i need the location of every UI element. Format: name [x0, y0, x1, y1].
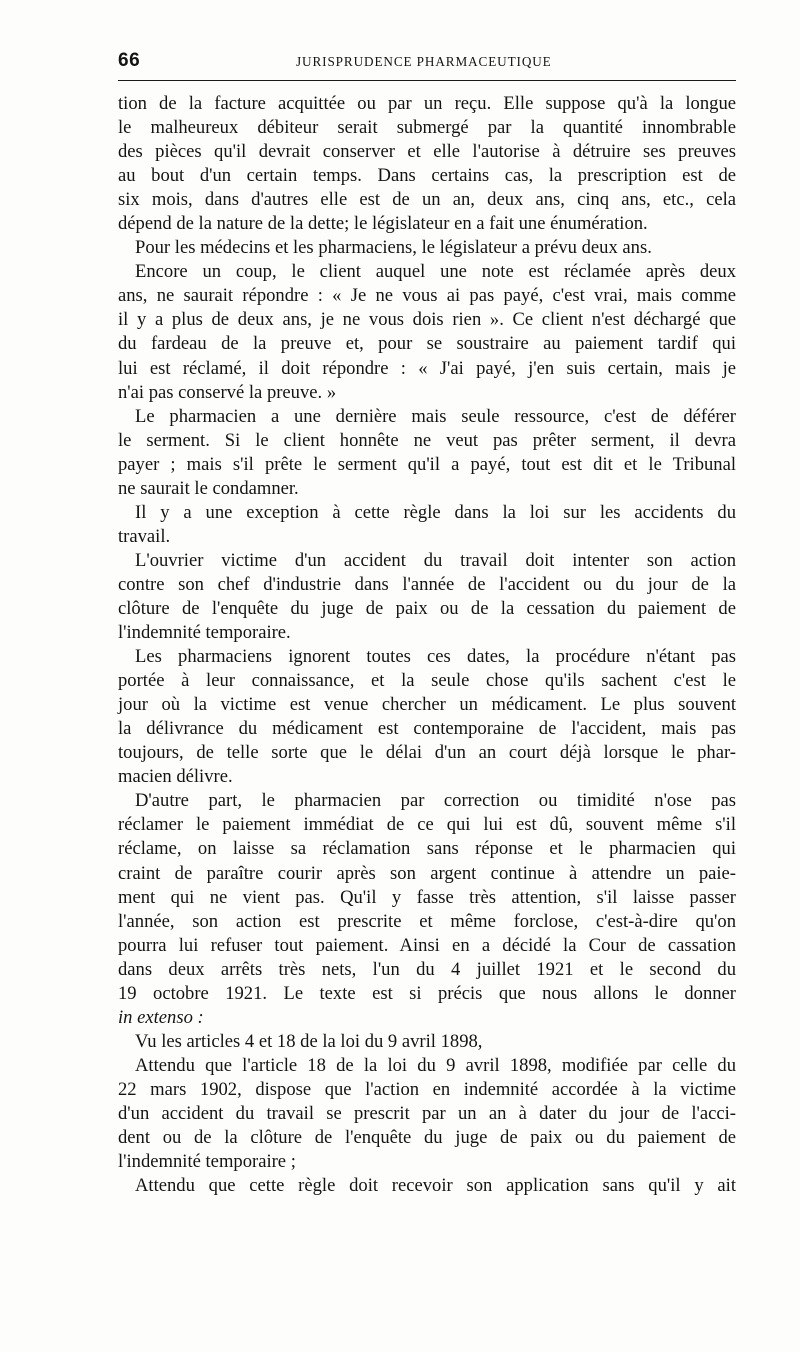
text-line: d'un accident du travail se prescrit par un an à dater du jour de l'acci-	[118, 1102, 736, 1124]
text-line: 22 mars 1902, dispose que l'action en indemnité accordée à la victime	[118, 1078, 736, 1100]
body-text	[118, 92, 736, 1198]
text-line: jour où la victime est venue chercher un médicament. Le plus souvent	[118, 694, 736, 716]
text-line: toujours, de telle sorte que le délai d'un an court déjà lorsque le phar-	[118, 742, 736, 764]
text-line: du fardeau de la preuve et, pour se soustraire au paiement tardif qui	[118, 333, 736, 355]
text-line: ne saurait le condamner.	[118, 477, 299, 499]
running-title: JURISPRUDENCE PHARMACEUTIQUE	[296, 54, 552, 69]
text-line: le malheureux débiteur serait submergé par la quantité innombrable	[118, 117, 736, 139]
text-line: au bout d'un certain temps. Dans certains cas, la prescription est de	[118, 165, 736, 187]
text-line: D'autre part, le pharmacien par correction ou timidité n'ose pas	[135, 790, 736, 812]
text-line: pourra lui refuser tout paiement. Ainsi en a décidé la Cour de cassation	[118, 934, 736, 956]
text-line: le serment. Si le client honnête ne veut pas prêter serment, il devra	[118, 429, 736, 451]
header-rule	[118, 80, 736, 81]
text-line: in extenso :	[118, 1006, 204, 1028]
text-line: Il y a une exception à cette règle dans la loi sur les accidents du	[135, 501, 736, 523]
text-line: tion de la facture acquittée ou par un reçu. Elle suppose qu'à la longue	[118, 93, 736, 114]
page-header	[118, 44, 736, 76]
text-line: travail.	[118, 525, 171, 547]
text-line: l'indemnité temporaire ;	[118, 1151, 296, 1173]
text-line: Encore un coup, le client auquel une note est réclamée après deux	[135, 261, 736, 283]
text-line: Les pharmaciens ignorent toutes ces dates, la procédure n'étant pas	[135, 646, 736, 668]
text-line: lui est réclamé, il doit répondre : « J'ai payé, j'en suis certain, mais je	[118, 357, 736, 379]
text-line: clôture de l'enquête du juge de paix ou de la cessation du paiement de	[118, 597, 736, 619]
text-line: n'ai pas conservé la preuve. »	[118, 381, 337, 403]
text-line: portée à leur connaissance, et la seule chose qu'ils sachent c'est le	[118, 670, 736, 692]
text-line: Attendu que cette règle doit recevoir son application sans qu'il y ait	[135, 1175, 736, 1197]
text-line: payer ; mais s'il prête le serment qu'il a payé, tout est dit et le Tribunal	[118, 453, 736, 475]
text-line: l'indemnité temporaire.	[118, 622, 291, 644]
text-line: L'ouvrier victime d'un accident du travail doit intenter son action	[135, 549, 736, 571]
text-line: ans, ne saurait répondre : « Je ne vous ai pas payé, c'est vrai, mais comme	[118, 285, 736, 307]
text-line: dans deux arrêts très nets, l'un du 4 juillet 1921 et le second du	[118, 958, 736, 980]
text-line: réclame, on laisse sa réclamation sans réponse et le pharmacien qui	[118, 838, 736, 860]
text-line: macien délivre.	[118, 766, 233, 788]
text-line: il y a plus de deux ans, je ne vous dois rien ». Ce client n'est déchargé que	[118, 309, 736, 331]
text-line: Attendu que l'article 18 de la loi du 9 avril 1898, modifiée par celle du	[135, 1054, 736, 1076]
text-line: Le pharmacien a une dernière mais seule ressource, c'est de déférer	[135, 405, 736, 427]
text-line: ment qui ne vient pas. Qu'il y fasse très attention, s'il laisse passer	[118, 886, 736, 908]
text-line: 19 octobre 1921. Le texte est si précis que nous allons le donner	[118, 982, 736, 1004]
text-line: réclamer le paiement immédiat de ce qui lui est dû, souvent même s'il	[118, 814, 736, 836]
text-line: des pièces qu'il devrait conserver et elle l'autorise à détruire ses preuves	[118, 141, 736, 163]
text-line: la délivrance du médicament est contemporaine de l'accident, mais pas	[118, 718, 736, 740]
text-line: Pour les médecins et les pharmaciens, le législateur a prévu deux ans.	[135, 237, 652, 259]
text-line: craint de paraître courir après son argent continue à attendre un paie-	[118, 862, 736, 884]
text-line: dent ou de la clôture de l'enquête du juge de paix ou du paiement de	[118, 1127, 736, 1149]
text-line: dépend de la nature de la dette; le législateur en a fait une énumération.	[118, 213, 648, 235]
text-line: contre son chef d'industrie dans l'année de l'accident ou du jour de la	[118, 573, 736, 595]
text-line: six mois, dans d'autres elle est de un an, deux ans, cinq ans, etc., cela	[118, 189, 736, 211]
text-line: Vu les articles 4 et 18 de la loi du 9 avril 1898,	[135, 1030, 483, 1052]
page-number: 66	[118, 50, 141, 71]
text-line: l'année, son action est prescrite et même forclose, c'est-à-dire qu'on	[118, 910, 736, 932]
